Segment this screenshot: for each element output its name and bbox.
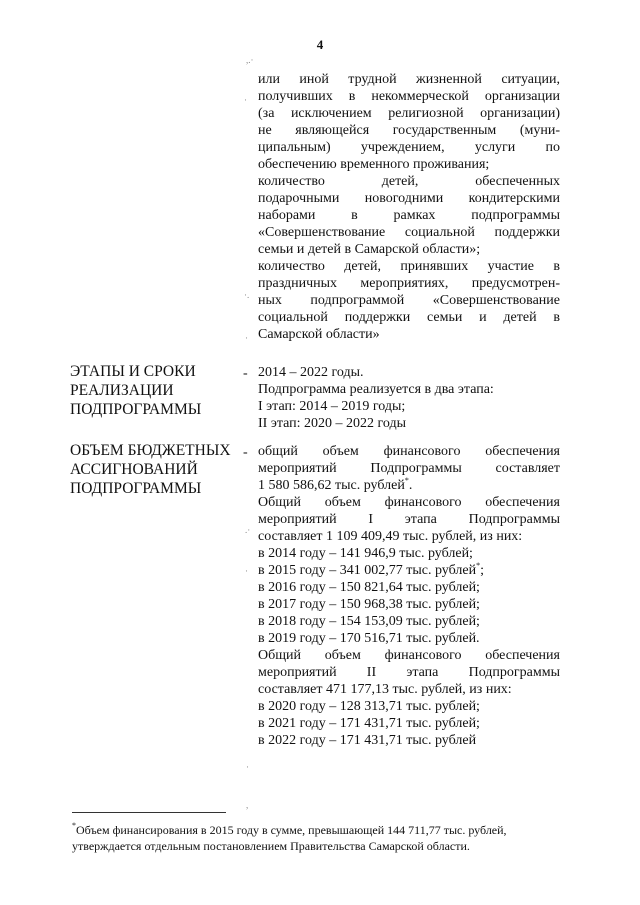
text-line: Самарской области» <box>258 327 380 342</box>
text-line: ципальным) учреждением, услуги по <box>258 140 560 155</box>
text-line: в 2018 году – 154 153,09 тыс. рублей; <box>258 614 480 629</box>
text-line: ных подпрограммой «Совершенствование <box>258 293 560 308</box>
scan-mark: · <box>246 762 249 772</box>
budget-text <box>258 443 560 749</box>
footnote-text: Объем финансирования в 2015 году в сумме, превышающей 144 711,77 тыс. рублей, <box>76 823 507 837</box>
text-line: составляет 471 177,13 тыс. рублей, из них: <box>258 682 512 697</box>
stages-label <box>70 362 250 419</box>
text-line: наборами в рамках подпрограммы <box>258 208 560 223</box>
line-suffix: ; <box>480 563 484 578</box>
text-line: семьи и детей в Самарской области»; <box>258 242 481 257</box>
label-line: ОБЪЕМ БЮДЖЕТНЫХ <box>70 442 231 459</box>
budget-label <box>70 441 250 498</box>
text-line: праздничных мероприятиях, предусмотрен- <box>258 276 560 291</box>
scan-mark: ,.· <box>246 55 254 65</box>
text-line: в 2014 году – 141 946,9 тыс. рублей; <box>258 546 473 561</box>
text-line: количество детей, принявших участие в <box>258 259 560 274</box>
text-line: составляет 1 109 409,49 тыс. рублей, из них: <box>258 529 523 544</box>
text-line: или иной трудной жизненной ситуации, <box>258 72 560 87</box>
scan-mark: ·. <box>244 290 250 300</box>
label-line: ПОДПРОГРАММЫ <box>70 480 202 497</box>
label-line: ПОДПРОГРАММЫ <box>70 401 202 418</box>
text-line: Общий объем финансового обеспечения <box>258 495 560 510</box>
text-line: в 2017 году – 150 968,38 тыс. рублей; <box>258 597 480 612</box>
text-line: общий объем финансового обеспечения <box>258 444 560 459</box>
text-line: в 2022 году – 171 431,71 тыс. рублей <box>258 733 477 748</box>
amount-2015: в 2015 году – 341 002,77 тыс. рублей <box>258 563 477 578</box>
text-line: Подпрограмма реализуется в два этапа: <box>258 382 494 397</box>
text-line: обеспечению временного проживания; <box>258 157 490 172</box>
text-line: II этап: 2020 – 2022 годы <box>258 416 407 431</box>
amount-total: 1 580 586,62 тыс. рублей <box>258 478 405 493</box>
text-line: в 2021 году – 171 431,71 тыс. рублей; <box>258 716 480 731</box>
text-line: в 2016 году – 150 821,64 тыс. рублей; <box>258 580 480 595</box>
text-line: мероприятий II этапа Подпрограммы <box>258 665 560 680</box>
scan-mark: , <box>246 800 249 810</box>
label-line: АССИГНОВАНИЙ <box>70 461 198 478</box>
footnote-mark: * <box>404 476 409 485</box>
stages-dash: - <box>243 366 248 381</box>
text-line: в 2020 году – 128 313,71 тыс. рублей; <box>258 699 480 714</box>
text-line: мероприятий Подпрограммы составляет <box>258 461 560 476</box>
text-line: 2014 – 2022 годы. <box>258 365 364 380</box>
text-line: не являющейся государственным (муни- <box>258 123 560 138</box>
budget-dash: - <box>243 445 248 460</box>
text-line <box>258 477 560 494</box>
continuation-text <box>258 71 560 343</box>
text-line: в 2019 году – 170 516,71 тыс. рублей. <box>258 631 480 646</box>
scan-mark: · <box>245 566 248 576</box>
text-line: количество детей, обеспеченных <box>258 174 560 189</box>
text-line: I этап: 2014 – 2019 годы; <box>258 399 406 414</box>
stages-text <box>258 364 560 432</box>
text-line: получивших в некоммерческой организации <box>258 89 560 104</box>
line-suffix: . <box>408 478 413 493</box>
text-line: подарочными новогодними кондитерскими <box>258 191 560 206</box>
label-line: ЭТАПЫ И СРОКИ <box>70 363 196 380</box>
scan-mark: · <box>245 333 248 343</box>
text-line: (за исключением религиозной организации) <box>258 106 560 121</box>
footnote-line: утверждается отдельным постановлением Правительства Самарской области. <box>72 839 470 853</box>
text-line: мероприятий I этапа Подпрограммы <box>258 512 560 527</box>
scan-mark: .· <box>245 525 251 535</box>
text-line: «Совершенствование социальной поддержки <box>258 225 560 240</box>
text-line: Общий объем финансового обеспечения <box>258 648 560 663</box>
scan-mark: · <box>244 95 247 105</box>
footnote <box>72 822 560 854</box>
text-line: социальной поддержки семьи и детей в <box>258 310 560 325</box>
footnote-mark: * <box>476 561 481 570</box>
footnote-line <box>72 822 560 838</box>
page-number: 4 <box>316 37 324 52</box>
footnote-mark: * <box>72 821 76 830</box>
label-line: РЕАЛИЗАЦИИ <box>70 382 174 399</box>
footnote-separator <box>72 812 226 813</box>
text-line <box>258 562 560 579</box>
